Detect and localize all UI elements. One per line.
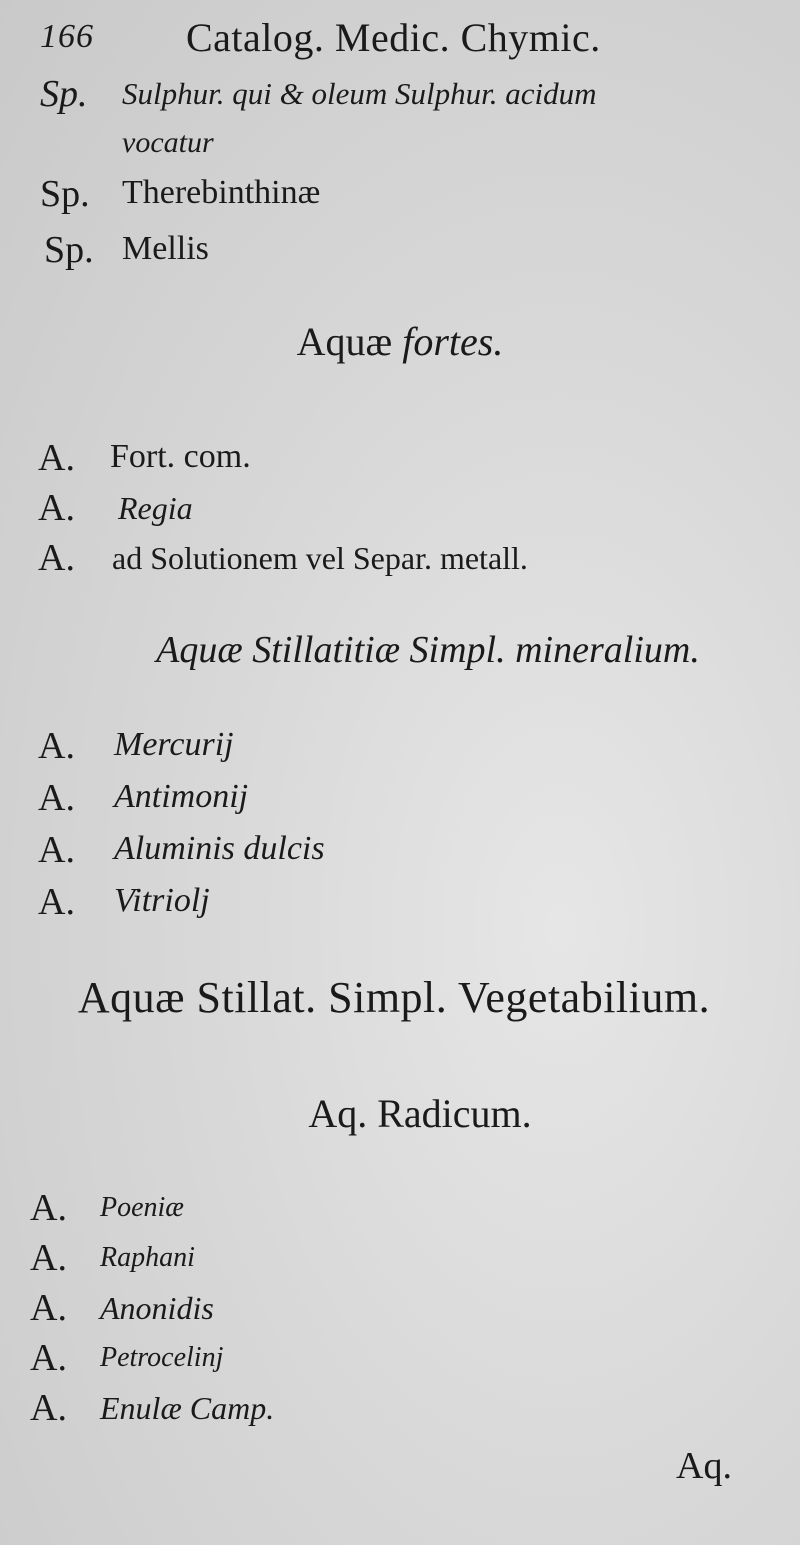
- list-item: [0, 1286, 800, 1336]
- heading-part: Aquæ: [296, 319, 393, 364]
- section-heading-radicum: Aq. Radicum.: [308, 1091, 532, 1136]
- heading-part: Aquæ Stillatitiæ: [156, 629, 401, 671]
- catchword: Aq.: [676, 1445, 732, 1487]
- list-item: [0, 724, 800, 776]
- page-header: [40, 14, 740, 64]
- entry-name: Therebinthinæ: [122, 174, 321, 211]
- aquae-fortes-list: [0, 436, 800, 586]
- list-item: [0, 1236, 800, 1286]
- list-item: [0, 828, 800, 880]
- running-title: Catalog. Medic. Chymic.: [186, 15, 601, 60]
- entry-abbreviation: Sp.: [40, 173, 90, 215]
- entry-abbreviation: A.: [30, 1337, 67, 1379]
- entry-name: Sulphur. qui & oleum Sulphur. acidum: [122, 76, 597, 111]
- entry-abbreviation: A.: [38, 881, 75, 923]
- list-item: [0, 1386, 800, 1436]
- section-heading-aquae-fortes: [0, 318, 800, 365]
- entry-abbreviation: A.: [38, 725, 75, 767]
- entry-abbreviation: A.: [30, 1387, 67, 1429]
- list-item: [0, 228, 800, 284]
- entry-name: Aluminis dulcis: [114, 830, 325, 867]
- list-item: [0, 1186, 800, 1236]
- entry-abbreviation: A.: [30, 1187, 67, 1229]
- entry-name: Raphani: [100, 1242, 195, 1273]
- list-item: [0, 436, 800, 486]
- list-item: [0, 536, 800, 586]
- entry-abbreviation: Sp.: [40, 73, 88, 115]
- heading-part: fortes.: [402, 319, 504, 364]
- spiritus-list: [0, 70, 800, 284]
- entry-abbreviation: A.: [38, 777, 75, 819]
- list-item-continuation: [0, 126, 800, 172]
- list-item: [0, 880, 800, 932]
- list-item: [0, 1336, 800, 1386]
- list-item: [0, 172, 800, 228]
- heading-part: Simpl. mineralium.: [409, 629, 700, 671]
- entry-abbreviation: A.: [30, 1287, 67, 1329]
- entry-name: Mercurij: [114, 726, 234, 763]
- entry-abbreviation: A.: [38, 437, 75, 479]
- entry-abbreviation: A.: [38, 487, 75, 529]
- entry-continuation: vocatur: [122, 126, 214, 159]
- radicum-list: [0, 1186, 800, 1436]
- section-heading-vegetabilium: Aquæ Stillat. Simpl. Vegetabilium.: [77, 973, 711, 1022]
- entry-abbreviation: A.: [38, 537, 75, 579]
- section-heading-mineralium: [28, 628, 800, 672]
- entry-name: Mellis: [122, 230, 209, 267]
- entry-abbreviation: A.: [30, 1237, 67, 1279]
- entry-abbreviation: Sp.: [44, 229, 94, 271]
- entry-abbreviation: A.: [38, 829, 75, 871]
- entry-name: Anonidis: [100, 1290, 214, 1326]
- entry-name: Petrocelinj: [100, 1342, 224, 1373]
- list-item: [0, 70, 800, 126]
- entry-name: Regia: [118, 490, 193, 526]
- page-number: 166: [40, 18, 94, 55]
- entry-name: Poeniæ: [100, 1192, 184, 1223]
- list-item: [0, 776, 800, 828]
- entry-name: ad Solutionem vel Separ. metall.: [112, 540, 528, 576]
- entry-name: Antimonij: [114, 778, 249, 815]
- list-item: [0, 486, 800, 536]
- entry-name: Vitriolj: [114, 882, 210, 919]
- mineralium-list: [0, 724, 800, 932]
- entry-name: Enulæ Camp.: [100, 1390, 275, 1426]
- entry-name: Fort. com.: [110, 438, 251, 475]
